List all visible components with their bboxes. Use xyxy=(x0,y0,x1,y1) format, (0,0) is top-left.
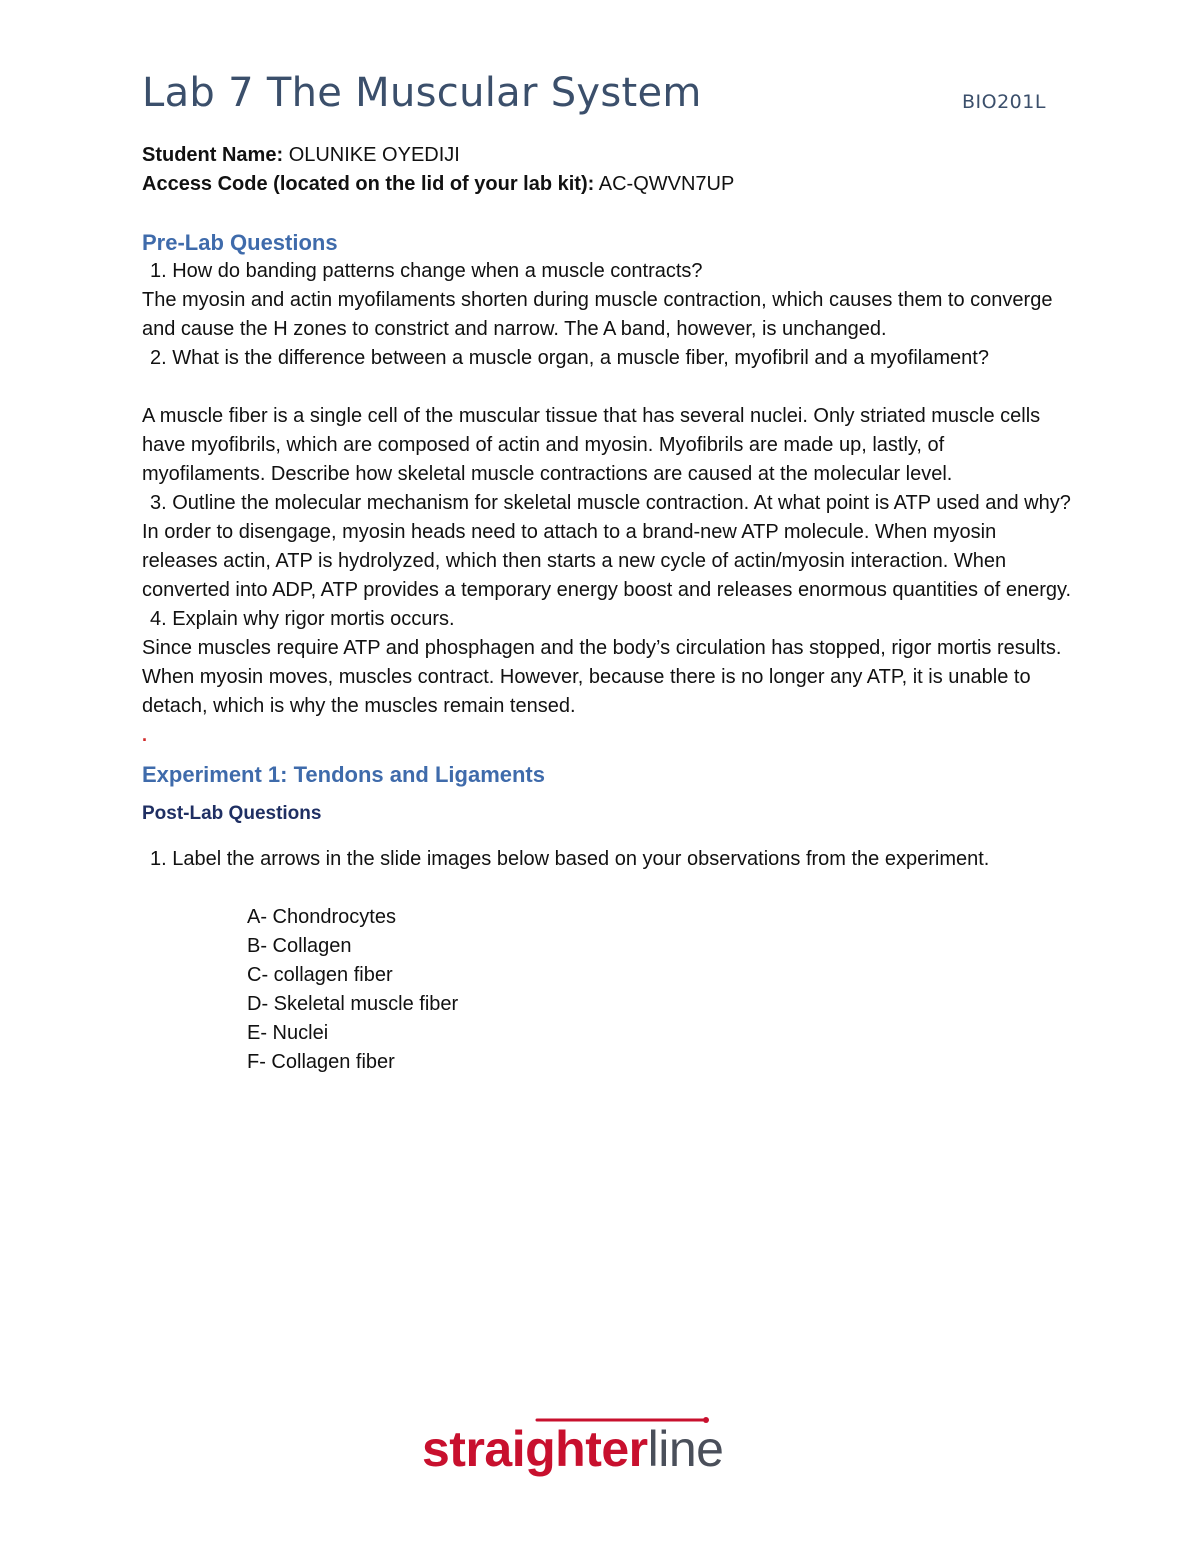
spacer xyxy=(142,199,1072,228)
student-name-label: Student Name: xyxy=(142,144,284,166)
arrow-label-d: D- Skeletal muscle fiber xyxy=(247,993,459,1015)
postlab-heading: Post-Lab Questions xyxy=(142,803,322,824)
access-code-value: AC-QWVN7UP xyxy=(598,173,735,195)
logo-text-line: line xyxy=(647,1421,724,1477)
spacer xyxy=(142,828,1072,845)
spacer xyxy=(142,789,1072,799)
prelab-answer-4: Since muscles require ATP and phosphagen and the body’s circulation has stopped, rigor mortis results. When myosin moves, muscles contract. However, because there is no longer any ATP, it is unable to detach, which is why the muscles remain tensed. xyxy=(142,637,1062,717)
page-title: Lab 7 The Muscular System xyxy=(142,70,702,116)
prelab-heading: Pre-Lab Questions xyxy=(142,230,338,255)
straighterline-logo xyxy=(422,1420,723,1478)
arrow-label-a: A- Chondrocytes xyxy=(247,906,396,928)
prelab-answer-3: In order to disengage, myosin heads need to attach to a brand-new ATP molecule. When myosin releases actin, ATP is hydrolyzed, which then starts a new cycle of actin/myosin interaction. When converted into ADP, ATP provides a temporary energy boost and releases enormous quantities of energy. xyxy=(142,521,1072,601)
prelab-question-2: 2. What is the difference between a muscle organ, a muscle fiber, myofibril and a myofilament? xyxy=(150,347,989,369)
document-body xyxy=(142,141,1072,1077)
access-code-label: Access Code (located on the lid of your lab kit): xyxy=(142,173,595,195)
prelab-question-4: 4. Explain why rigor mortis occurs. xyxy=(150,608,455,630)
course-code: BIO201L xyxy=(962,91,1046,113)
student-name-line xyxy=(142,141,1072,170)
prelab-question-1: 1. How do banding patterns change when a muscle contracts? xyxy=(150,260,703,282)
logo-text-straighter: straighter xyxy=(422,1421,648,1477)
arrow-label-b: B- Collagen xyxy=(247,935,352,957)
arrow-label-list xyxy=(142,903,1072,1077)
spacer xyxy=(142,874,1072,903)
prelab-answer-2: A muscle fiber is a single cell of the muscular tissue that has several nuclei. Only striated muscle cells have myofibrils, which are composed of actin and myosin. Myofibrils are made up, lastly, of myofilaments. Describe how skeletal muscle contractions are caused at the molecular level. xyxy=(142,405,1041,485)
red-marker: . xyxy=(142,725,148,745)
spacer xyxy=(142,373,1072,402)
student-name-value: OLUNIKE OYEDIJI xyxy=(288,144,460,166)
prelab-answer-1: The myosin and actin myofilaments shorten during muscle contraction, which causes them to converge and cause the H zones to constrict and narrow. The A band, however, is unchanged. xyxy=(142,289,1053,340)
postlab-question-1: 1. Label the arrows in the slide images below based on your observations from the experiment. xyxy=(150,848,990,870)
prelab-question-3: 3. Outline the molecular mechanism for skeletal muscle contraction. At what point is ATP used and why? xyxy=(150,492,1071,514)
spacer xyxy=(142,750,1072,760)
arrow-label-e: E- Nuclei xyxy=(247,1022,329,1044)
experiment-1-heading: Experiment 1: Tendons and Ligaments xyxy=(142,762,545,787)
access-code-line xyxy=(142,170,1072,199)
arrow-label-f: F- Collagen fiber xyxy=(247,1051,395,1073)
arrow-label-c: C- collagen fiber xyxy=(247,964,393,986)
